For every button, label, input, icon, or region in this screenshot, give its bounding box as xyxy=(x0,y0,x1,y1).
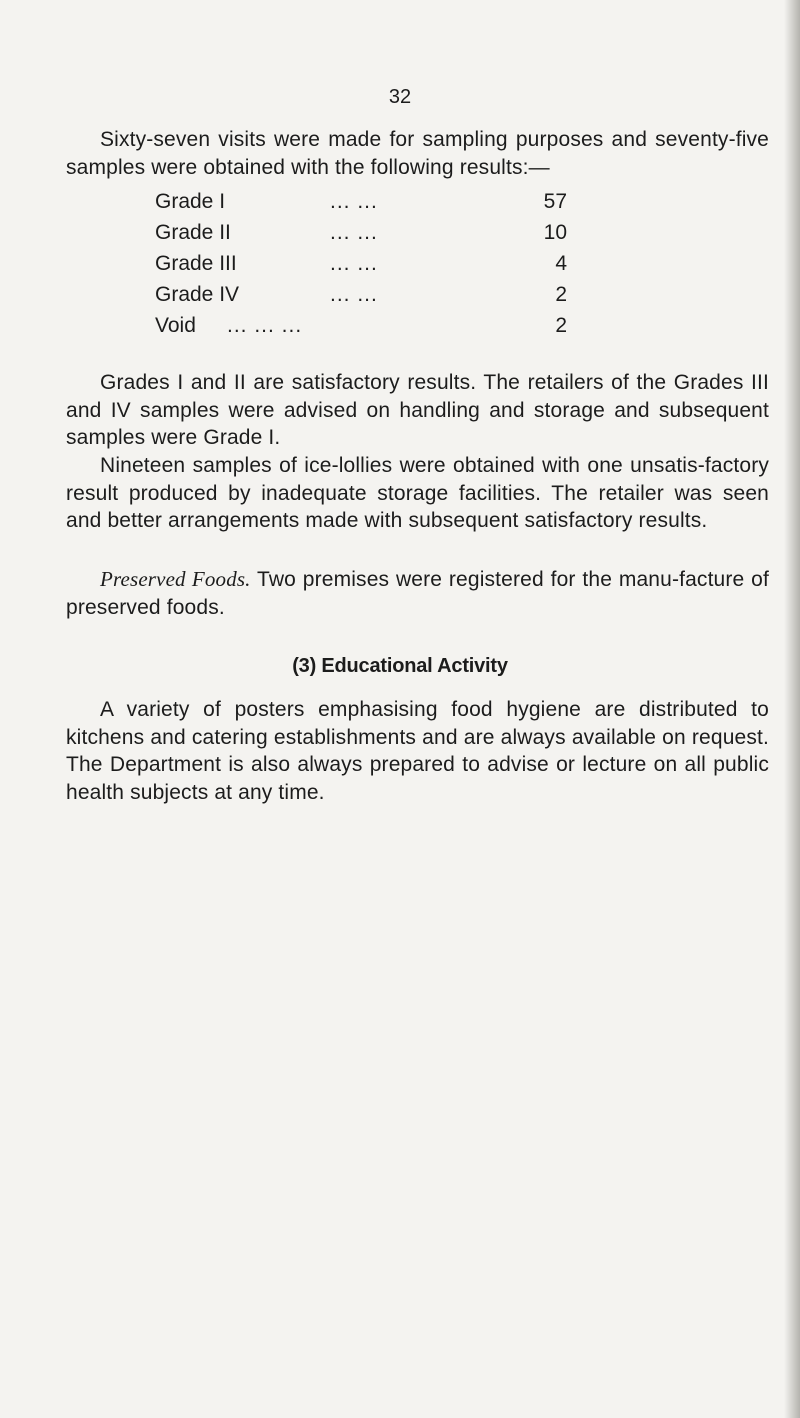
results-table xyxy=(155,186,575,341)
intro-text: Sixty-seven visits were made for sampling purposes and seventy-five samples were obtained with the following results:— xyxy=(66,128,769,179)
ice-lollies-paragraph xyxy=(66,452,769,535)
result-row xyxy=(155,248,575,279)
result-row xyxy=(155,217,575,248)
result-label: Grade IV xyxy=(155,283,240,306)
preserved-foods-text xyxy=(66,566,769,621)
educational-paragraph xyxy=(66,696,769,806)
page-number: 32 xyxy=(388,86,412,108)
preserved-foods-lead: Preserved Foods. xyxy=(100,567,251,591)
result-value: 57 xyxy=(543,190,567,213)
result-value: 10 xyxy=(543,221,567,244)
educational-text: A variety of posters emphasising food hygiene are distributed to kitchens and catering establishments and are always available on request. The Department is also always prepared to advise or lecture on all public health subjects at any time. xyxy=(66,698,769,804)
result-label: Grade I xyxy=(155,190,226,213)
ice-lollies-text: Nineteen samples of ice-lollies were obtained with one unsatis-factory result produced by inadequate storage facilities. The retailer was seen and better arrangements made with subsequent satisfactory results. xyxy=(66,454,769,532)
result-leader-dots: ... ... xyxy=(330,190,378,213)
result-value: 2 xyxy=(555,283,567,306)
intro-paragraph xyxy=(66,126,769,181)
result-row xyxy=(155,279,575,310)
result-leader-dots: ... ... xyxy=(330,252,378,275)
section-heading: (3) Educational Activity xyxy=(292,655,508,677)
result-leader-dots: ... ... ... xyxy=(227,314,303,337)
result-leader-dots: ... ... xyxy=(330,283,378,306)
result-label: Void xyxy=(155,314,196,337)
result-row xyxy=(155,310,575,341)
result-label: Grade II xyxy=(155,221,231,244)
result-row xyxy=(155,186,575,217)
result-value: 2 xyxy=(555,314,567,337)
preserved-foods-body: Two premises were registered for the manu-facture of preserved foods. xyxy=(66,568,769,619)
grades-paragraph xyxy=(66,369,769,452)
preserved-foods-paragraph xyxy=(66,566,769,621)
page-edge-shadow xyxy=(784,0,800,1418)
result-leader-dots: ... ... xyxy=(330,221,378,244)
result-value: 4 xyxy=(555,252,567,275)
grades-text: Grades I and II are satisfactory results. The retailers of the Grades III and IV samples were advised on handling and storage and subsequent samples were Grade I. xyxy=(66,371,769,449)
result-label: Grade III xyxy=(155,252,237,275)
